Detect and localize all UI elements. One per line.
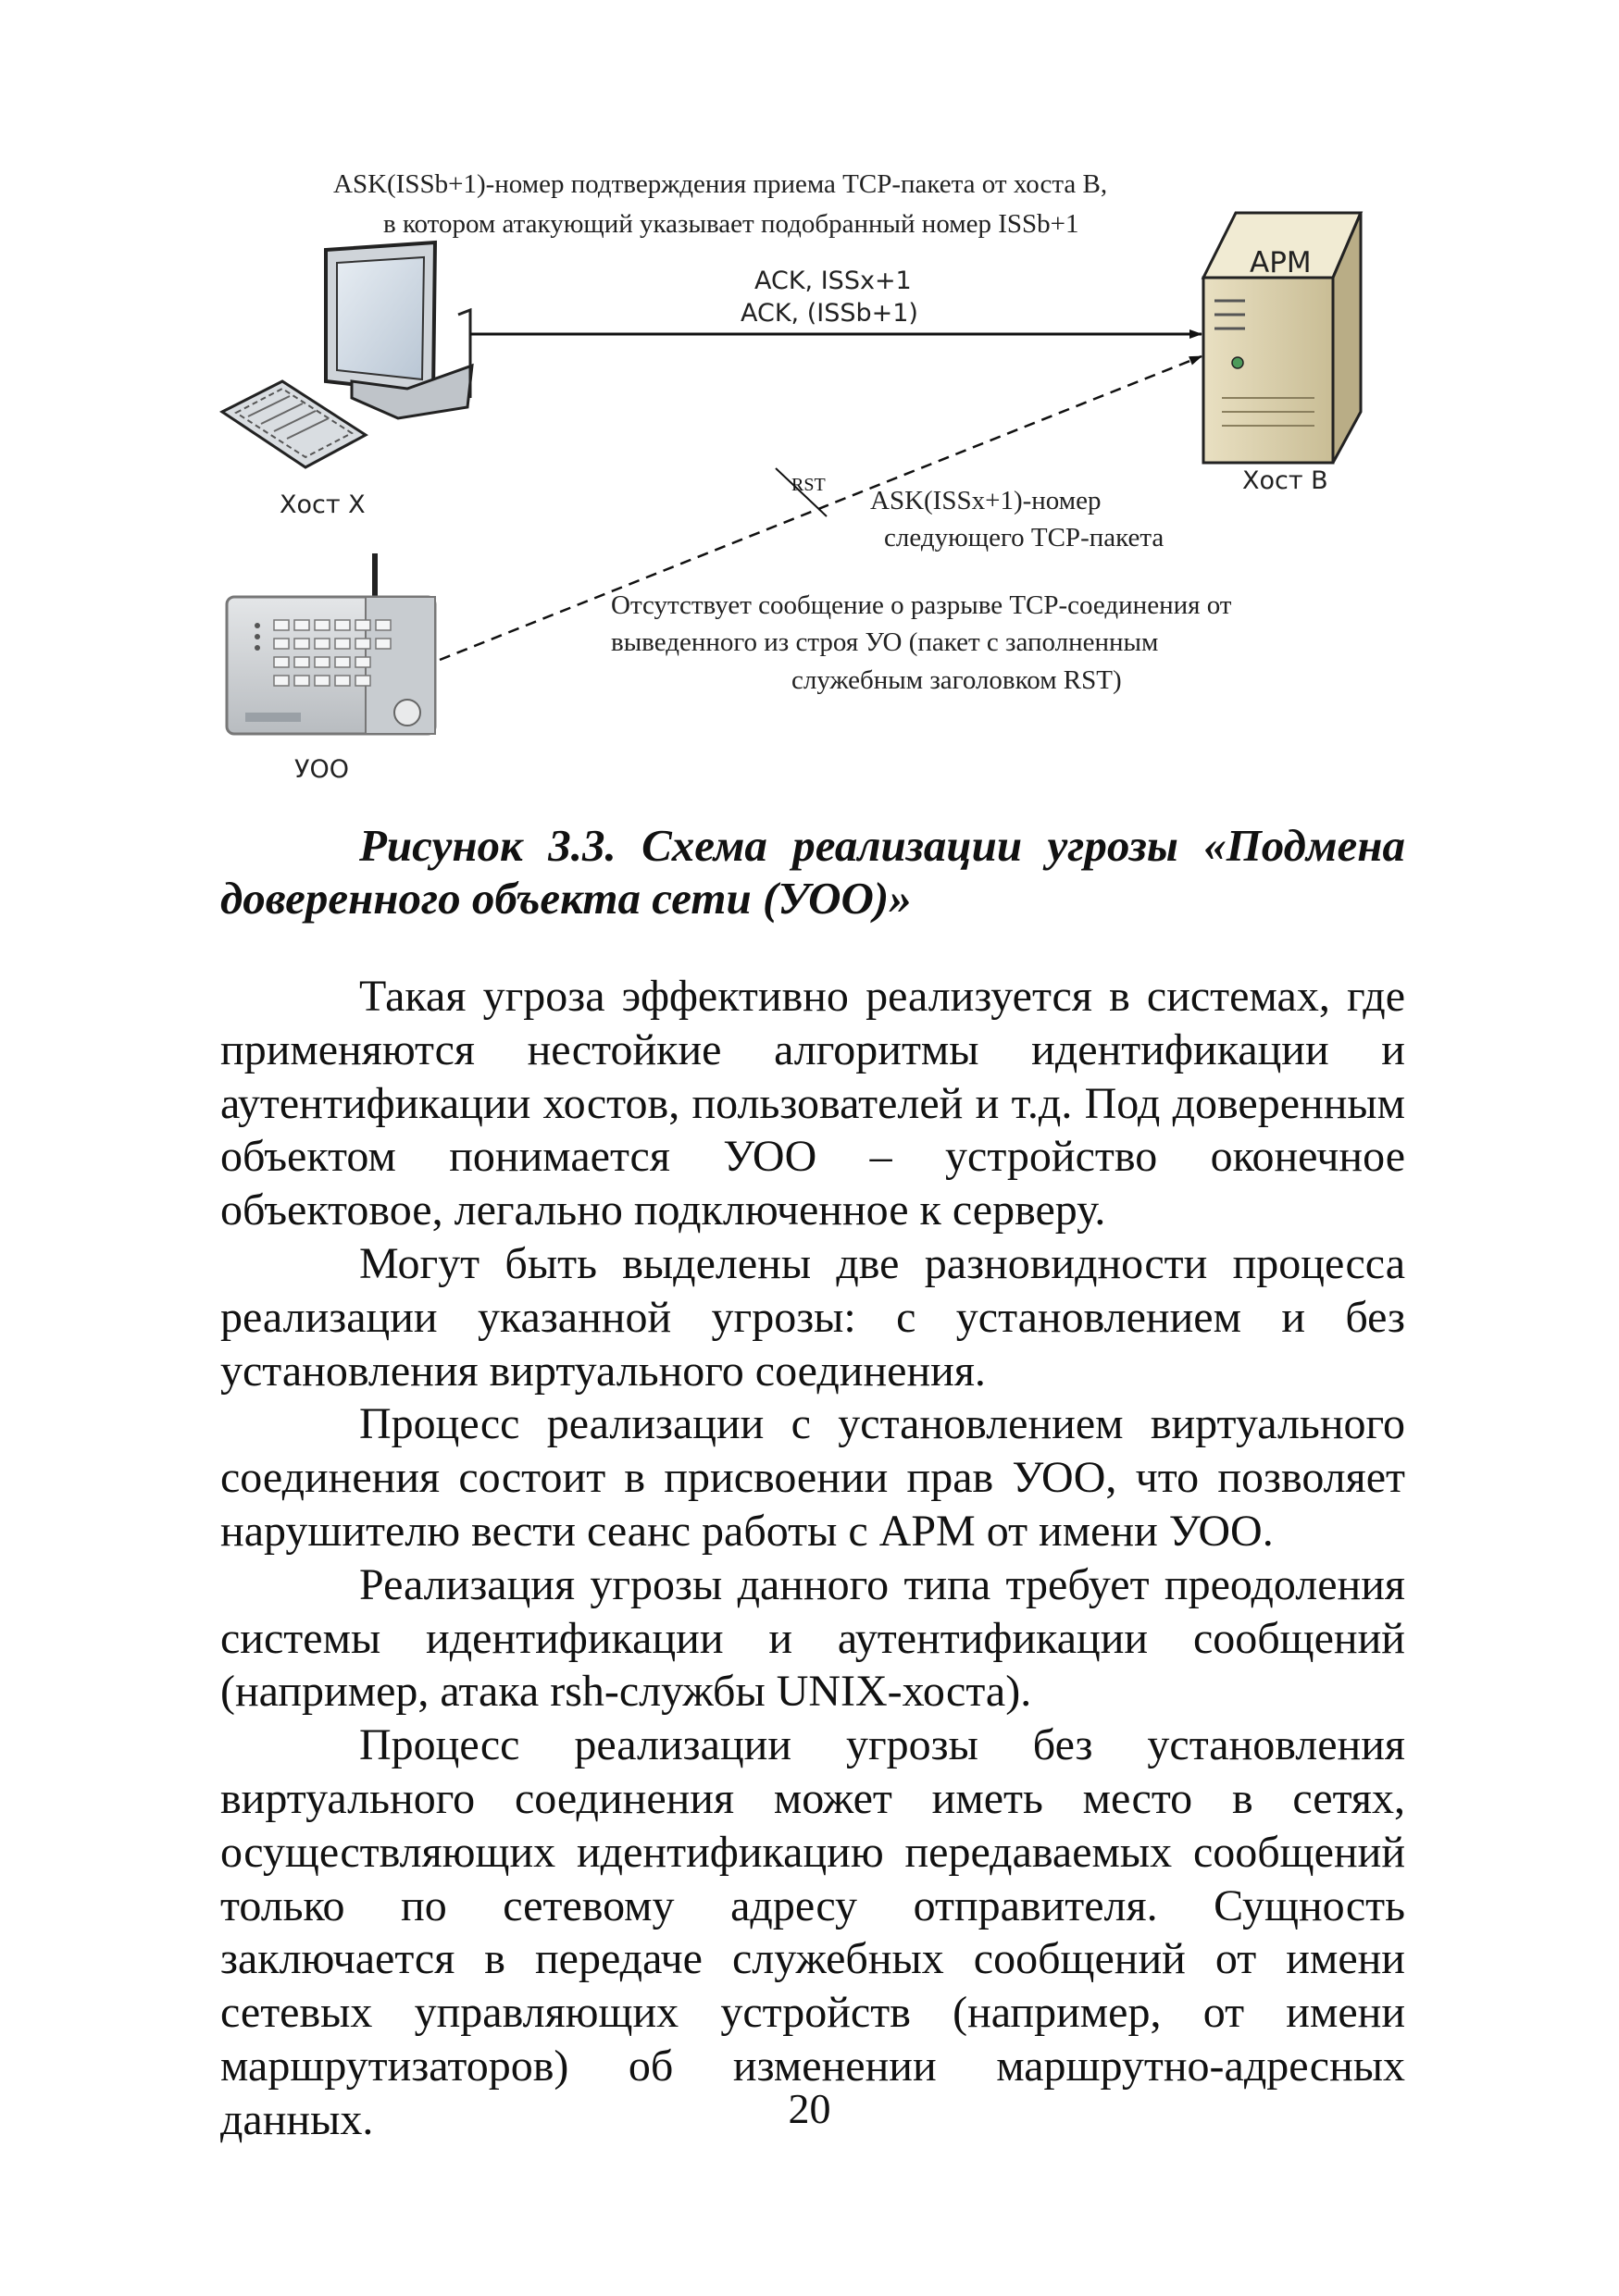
computer-monitor-icon xyxy=(326,242,472,418)
threat-diagram xyxy=(0,0,1619,814)
paragraph: Процесс реализации с установлением виртуального соединения состоит в присвоении прав УОО, что позволяет нарушителю вести сеанс работы с АРМ от имени УОО. xyxy=(220,1399,1405,1556)
paragraph: Могут быть выделены две разновидности процесса реализации указанной угрозы: с установлением и без установления виртуального соединения. xyxy=(220,1238,1405,1396)
arrow-label-ack-issb: ACK, (ISSb+1) xyxy=(741,299,918,328)
host-x-label: Хост Х xyxy=(280,490,366,519)
ask-note-line1: ASK(ISSx+1)-номер xyxy=(870,486,1102,515)
top-note-line1: ASK(ISSb+1)-номер подтверждения приема TCP-пакета от хоста B, xyxy=(333,169,1108,199)
figure-caption xyxy=(220,819,1405,925)
ask-note-line2: следующего TCP-пакета xyxy=(884,523,1164,552)
arrow-label-ack-issx: ACK, ISSx+1 xyxy=(754,267,912,295)
keyboard-icon xyxy=(222,381,366,467)
rst-label: RST xyxy=(791,475,826,495)
device-label: УОО xyxy=(294,755,349,784)
server-label: АРМ xyxy=(1250,246,1312,279)
paragraph: Реализация угрозы данного типа требует преодоления системы идентификации и аутентификации сообщений (например, атака rsh-службы UNIX-хоста). xyxy=(220,1559,1405,1717)
missing-note-line1: Отсутствует сообщение о разрыве TCP-соединения от xyxy=(611,590,1232,620)
paragraph: Процесс реализации угрозы без установления виртуального соединения может иметь место в сетях, осуществляющих идентификацию передаваемых сообщений только по сетевому адресу отправителя. Сущность заключается в передаче служебных сообщений от имени сетевых управляющих устройств (например, от имени маршрутизаторов) об изменении маршрутно-адресных данных. xyxy=(220,1720,1405,2144)
paragraph: Такая угроза эффективно реализуется в системах, где применяются нестойкие алгоритмы идентификации и аутентификации хостов, пользователей и т.д. Под доверенным объектом понимается УОО – устройство оконечное объектовое, легально подключенное к серверу. xyxy=(220,972,1405,1235)
missing-note-line3: служебным заголовком RST) xyxy=(791,665,1122,695)
body-text xyxy=(220,970,1405,2147)
terminal-device-icon xyxy=(227,553,435,734)
caption-line1: Рисунок 3.3. Схема реализации угрозы «Подмена xyxy=(359,820,1405,871)
page-number: 20 xyxy=(788,2085,831,2132)
top-note-line2: в котором атакующий указывает подобранный номер ISSb+1 xyxy=(383,209,1079,239)
missing-note-line2: выведенного из строя УО (пакет с заполненным xyxy=(611,627,1159,657)
host-b-label: Хост В xyxy=(1242,466,1328,495)
caption-line2: доверенного объекта сети (УОО)» xyxy=(220,873,912,924)
